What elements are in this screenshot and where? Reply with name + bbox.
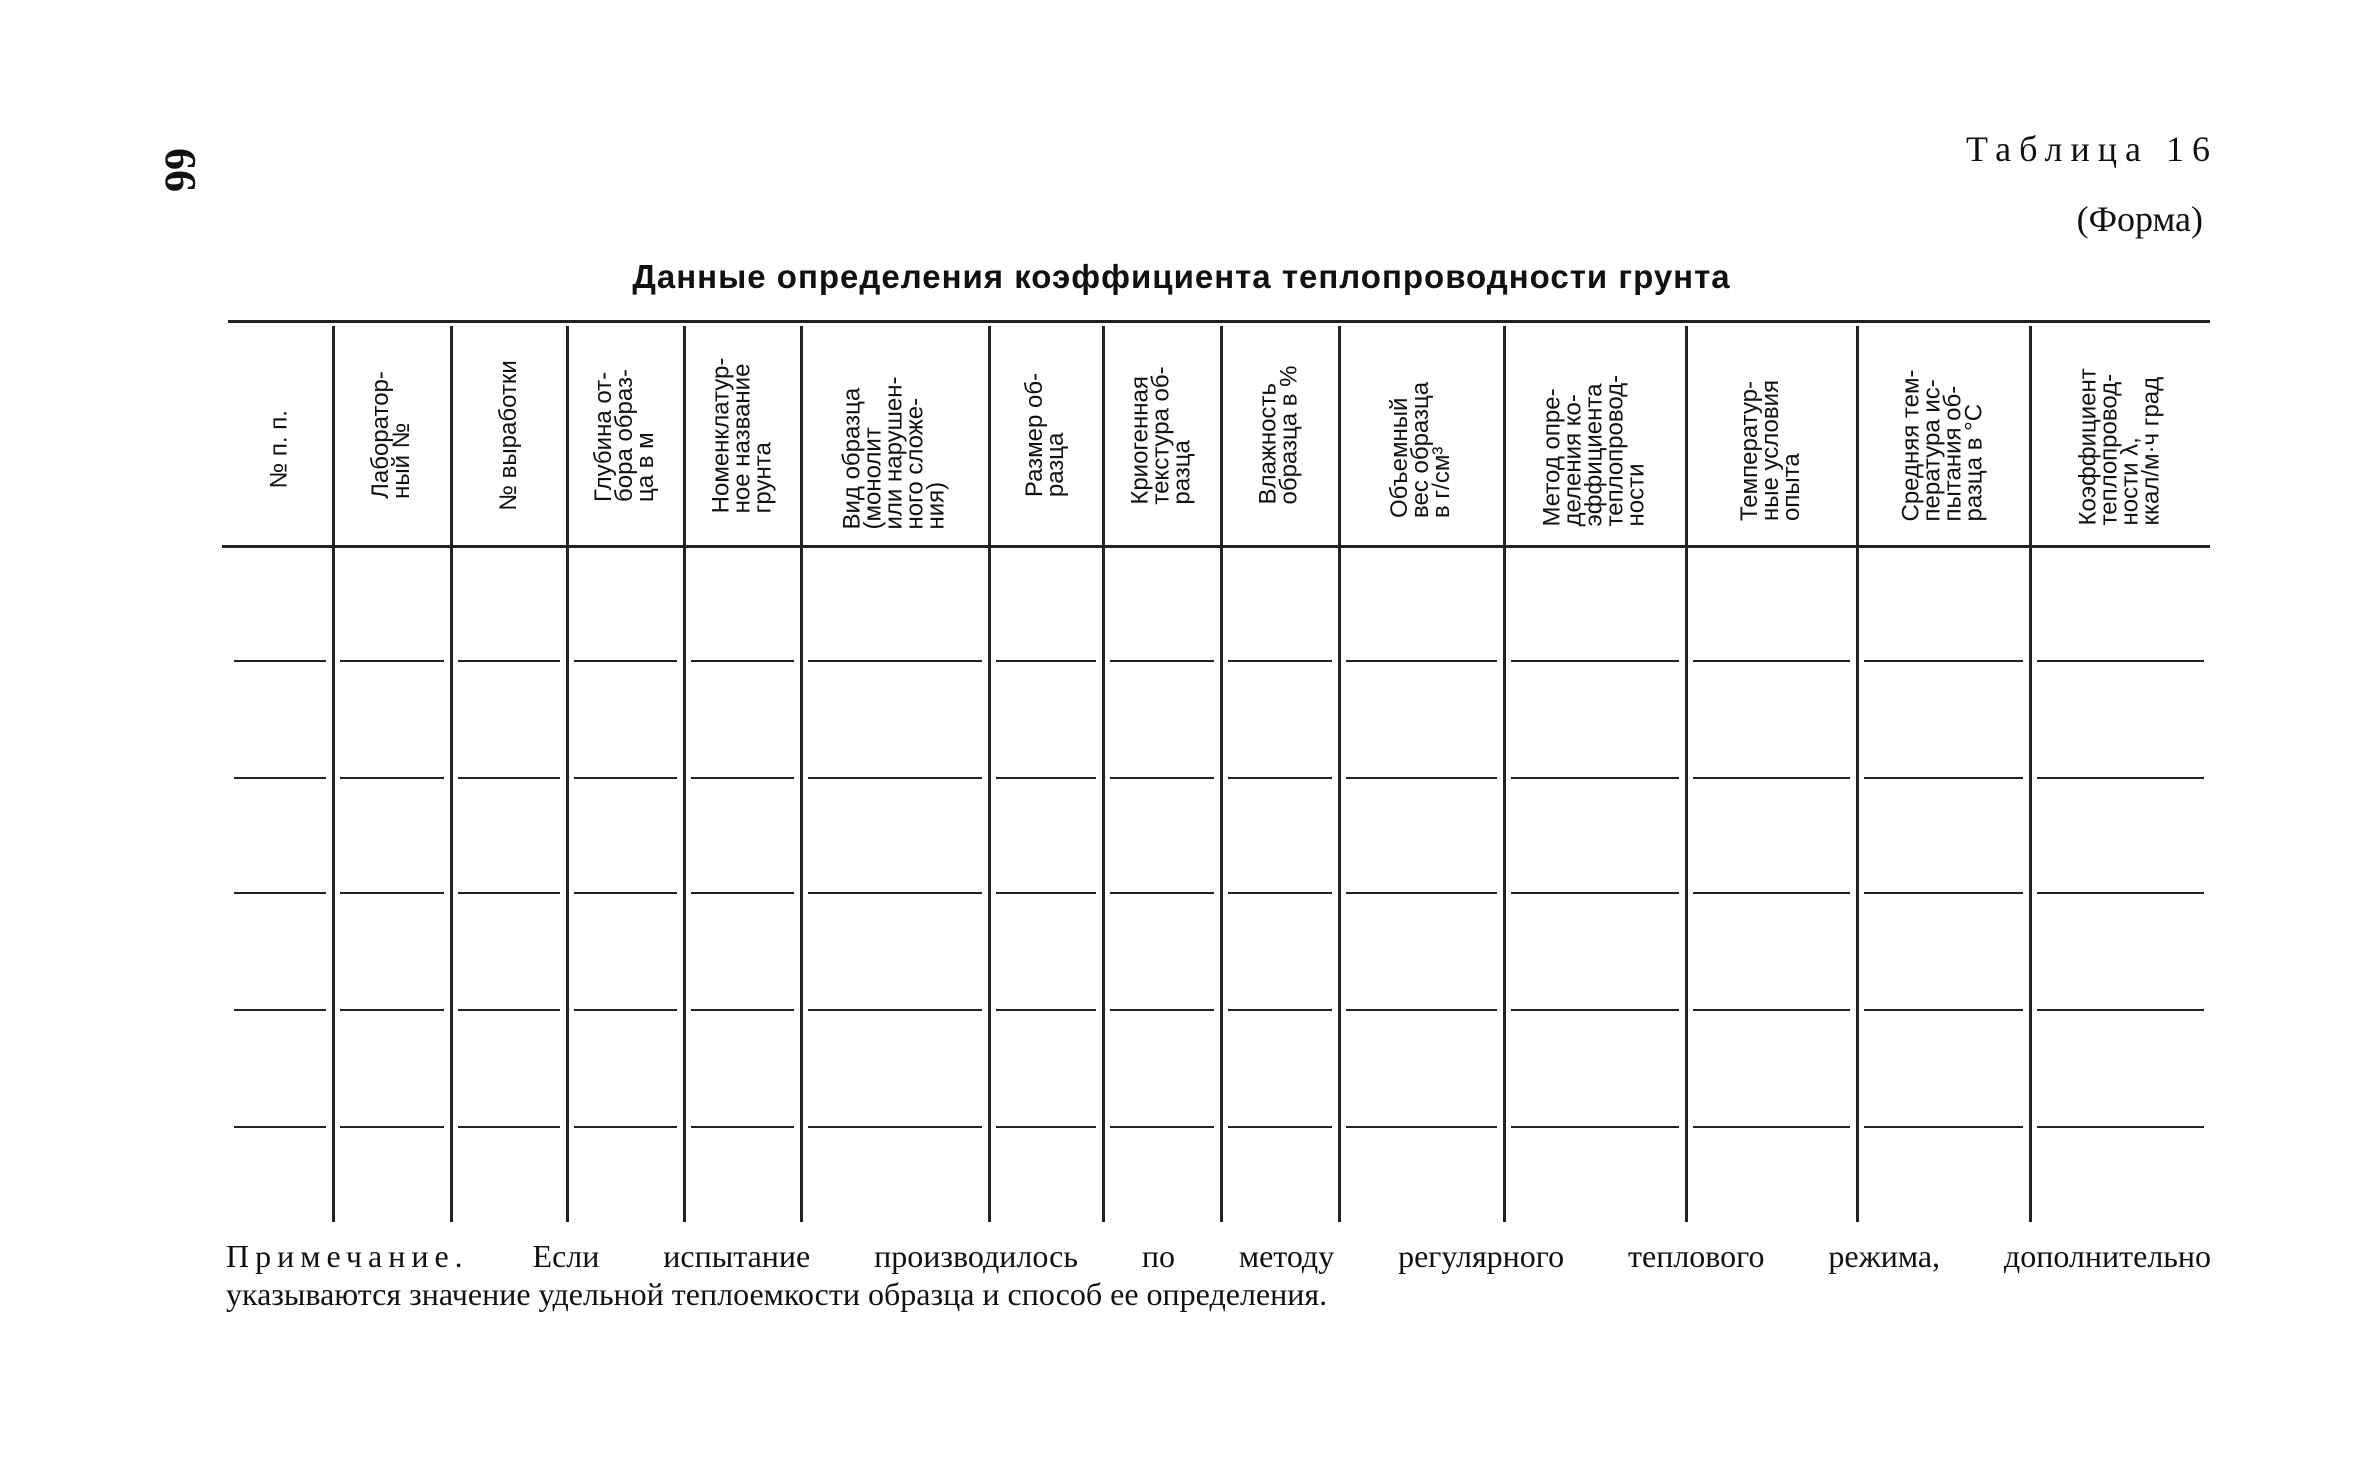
column-header-9	[1220, 330, 1338, 540]
column-header-text: Метод опре- деления ко- эффициента теплопровод- ности	[1538, 374, 1650, 526]
row-divider	[1511, 1126, 1679, 1128]
row-divider	[1864, 1009, 2023, 1011]
row-divider	[1110, 892, 1214, 894]
row-divider	[808, 660, 982, 662]
row-divider	[1511, 1009, 1679, 1011]
row-divider	[1511, 777, 1679, 779]
column-divider	[566, 326, 569, 1222]
row-divider	[574, 1009, 677, 1011]
row-divider	[1864, 660, 2023, 662]
column-header-text: № выработки	[494, 359, 522, 511]
row-divider	[2037, 892, 2204, 894]
form-label: (Форма)	[2076, 199, 2203, 239]
page-number: 66	[156, 148, 205, 192]
row-divider	[808, 1009, 982, 1011]
column-divider	[332, 326, 335, 1222]
row-divider	[1110, 1126, 1214, 1128]
row-divider	[574, 660, 677, 662]
column-divider	[1856, 326, 1859, 1222]
row-divider	[340, 1126, 444, 1128]
column-header-14	[2029, 330, 2210, 540]
column-header-5	[683, 330, 800, 540]
row-divider	[340, 1009, 444, 1011]
row-divider	[996, 1009, 1096, 1011]
column-header-text: Температур- ные условия опыта	[1736, 379, 1805, 521]
row-divider	[1511, 892, 1679, 894]
column-header-8	[1102, 330, 1220, 540]
column-header-text: Влажность образца в %	[1255, 365, 1304, 505]
column-header-10	[1338, 330, 1503, 540]
note-text-2: указываются значение удельной теплоемкости образца и способ ее определения.	[226, 1276, 1328, 1312]
column-header-1	[226, 330, 332, 540]
column-header-text: Глубина от- бора образ- ца в м	[590, 368, 660, 502]
row-divider	[234, 892, 326, 894]
row-divider	[234, 777, 326, 779]
row-divider	[234, 1126, 326, 1128]
column-header-text: Вид образца (монолит или нарушен- ного сложе- ния)	[838, 375, 950, 529]
note-line-1	[226, 1237, 2211, 1275]
row-divider	[1346, 777, 1497, 779]
column-divider	[683, 326, 686, 1222]
row-divider	[691, 777, 794, 779]
row-divider	[458, 1009, 560, 1011]
row-divider	[1864, 777, 2023, 779]
row-divider	[234, 660, 326, 662]
column-header-11	[1503, 330, 1685, 540]
row-divider	[458, 1126, 560, 1128]
table-header-rule	[222, 545, 2210, 548]
row-divider	[1511, 660, 1679, 662]
row-divider	[808, 1126, 982, 1128]
table-top-rule	[228, 320, 2210, 323]
column-divider	[988, 326, 991, 1222]
row-divider	[1693, 777, 1850, 779]
row-divider	[1864, 1126, 2023, 1128]
row-divider	[691, 1009, 794, 1011]
column-divider	[450, 326, 453, 1222]
table-caption: Данные определения коэффициента теплопроводности грунта	[632, 258, 1731, 295]
row-divider	[691, 892, 794, 894]
row-divider	[340, 777, 444, 779]
note-title: Примечание.	[226, 1238, 469, 1274]
table-label: Таблица 16	[1966, 129, 2218, 169]
row-divider	[2037, 777, 2204, 779]
row-divider	[1228, 660, 1332, 662]
row-divider	[1693, 892, 1850, 894]
row-divider	[340, 892, 444, 894]
row-divider	[2037, 660, 2204, 662]
row-divider	[691, 660, 794, 662]
row-divider	[1693, 1009, 1850, 1011]
row-divider	[808, 892, 982, 894]
column-divider	[1102, 326, 1105, 1222]
row-divider	[1228, 1126, 1332, 1128]
row-divider	[691, 1126, 794, 1128]
row-divider	[1110, 660, 1214, 662]
row-divider	[1346, 660, 1497, 662]
row-divider	[1228, 892, 1332, 894]
row-divider	[1693, 660, 1850, 662]
row-divider	[1110, 777, 1214, 779]
column-header-text: Криогенная текстура об- разца	[1126, 365, 1196, 505]
row-divider	[1228, 1009, 1332, 1011]
row-divider	[1864, 892, 2023, 894]
column-header-2	[332, 330, 450, 540]
column-header-13	[1856, 330, 2029, 540]
row-divider	[996, 1126, 1096, 1128]
row-divider	[1110, 1009, 1214, 1011]
column-header-text: Средняя тем- пература ис- пытания об- разца в °С	[1897, 369, 1988, 522]
row-divider	[1346, 892, 1497, 894]
column-header-12	[1685, 330, 1856, 540]
row-divider	[234, 1009, 326, 1011]
column-header-6	[800, 330, 988, 540]
row-divider	[574, 777, 677, 779]
column-header-text: Объемный вес образца в г/см³	[1386, 381, 1455, 518]
row-divider	[574, 1126, 677, 1128]
row-divider	[2037, 1126, 2204, 1128]
column-header-text: Размер об- разца	[1021, 372, 1069, 498]
column-divider	[2029, 326, 2032, 1222]
column-divider	[1685, 326, 1688, 1222]
row-divider	[458, 660, 560, 662]
column-header-7	[988, 330, 1102, 540]
note-text-1: Если испытание производилось по методу регулярного теплового режима, дополнительно	[532, 1238, 2212, 1274]
row-divider	[574, 892, 677, 894]
row-divider	[996, 892, 1096, 894]
column-divider	[800, 326, 803, 1222]
row-divider	[1346, 1126, 1497, 1128]
row-divider	[996, 660, 1096, 662]
row-divider	[2037, 1009, 2204, 1011]
column-header-text: № п. п.	[265, 409, 293, 488]
row-divider	[1693, 1126, 1850, 1128]
note	[226, 1237, 2211, 1313]
column-header-text: Лаборатор- ный №	[367, 371, 415, 499]
row-divider	[340, 660, 444, 662]
row-divider	[808, 777, 982, 779]
column-divider	[1220, 326, 1223, 1222]
column-header-text: Коэффициент теплопровод- ности λ, ккал/м·ч град	[2074, 368, 2165, 526]
column-header-3	[450, 330, 566, 540]
row-divider	[1228, 777, 1332, 779]
column-header-text: Номенклатур- ное название грунта	[707, 357, 776, 513]
column-divider	[1338, 326, 1341, 1222]
column-header-4	[566, 330, 683, 540]
row-divider	[996, 777, 1096, 779]
column-divider	[1503, 326, 1506, 1222]
row-divider	[458, 777, 560, 779]
row-divider	[458, 892, 560, 894]
row-divider	[1346, 1009, 1497, 1011]
